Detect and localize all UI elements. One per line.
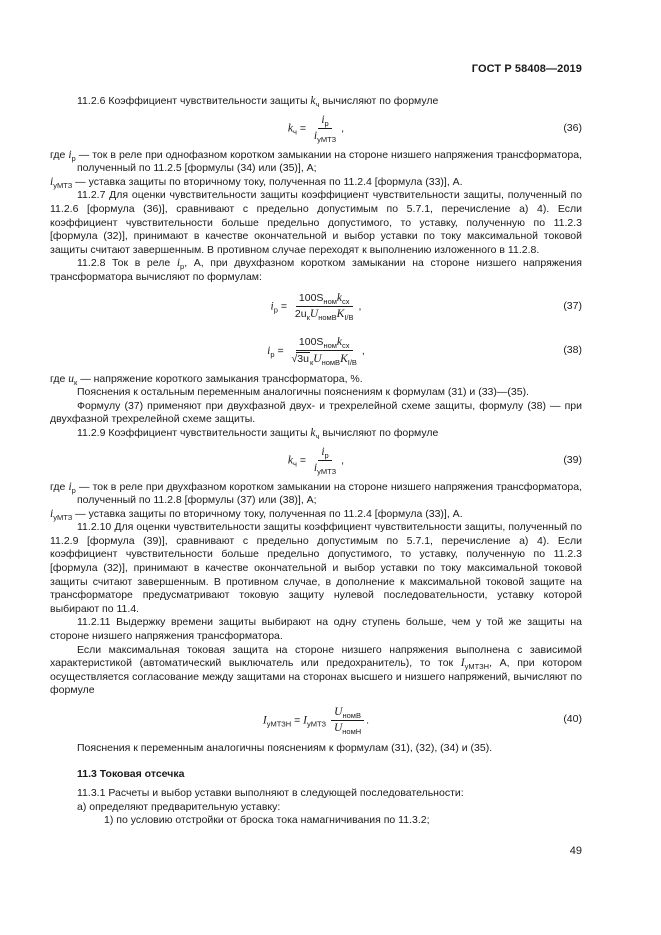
formula-usage: Формулу (37) применяют при двухфазной двух- и трехрелейной схеме защиты, формулу (38) — при двухфазной трехрелейной схеме защиты. [50, 399, 582, 426]
formula-36: $k_ч$ = $\frac{i_р}{i_{уМТЗ}}$ , (36) [287, 114, 582, 145]
document-header: ГОСТ Р 58408—2019 [471, 63, 582, 75]
paragraph-11-2-9: 11.2.9 Коэффициент чувствительности защиты $k_ч$ вычисляют по формуле [77, 426, 439, 441]
paragraph-11-2-11b: Если максимальная токовая защита на стороне низшего напряжения выполнена с зависимой характеристикой (автоматический выключатель или предохранитель), то ток $I_{уМТЗН}$, А, при котором осуществляется согласование между защитами на сторонах высшего и низшего напряжений, вычисляют по формуле [50, 643, 582, 697]
paragraph-11-2-11: 11.2.11 Выдержку времени защиты выбирают на одну ступень больше, чем у той же защиты на стороне низшего напряжения трансформатора. [50, 616, 582, 643]
paragraph-11-2-10: 11.2.10 Для оценки чувствительности защиты коэффициент чувствительности защиты, полученный по 11.2.9 [формула (39)], сравнивают с предельно допустимым по 5.7.1, перечисление а) 4). Если коэффициент чувствительности больше предельно допустимого, то уставку, полученную по 11.2.3 [формула (32)], принимают в качестве окончательной и выбор уставки по току максимальной токовой защиты считают завершенным. В противном случае, в дополнение к максимальной токовой защите на трансформаторе предусматривают токовую защиту нулевой последовательности, уставку которой выбирают по 11.4. [50, 521, 582, 615]
paragraph-11-2-8: 11.2.8 Ток в реле $i_р$, А, при двухфазном коротком замыкании на стороне низшего напряжения трансформатора вычисляют по формулам: [50, 257, 582, 283]
fraction: $\frac{U_{номВ}}{U_{номН}}$ [331, 706, 364, 735]
section-heading-11-3: 11.3 Токовая отсечка [77, 767, 185, 780]
fraction: $\frac{100S_{ном}k_{сх}}{2u_кU_{номВ}K_{I/В}}$ [294, 292, 354, 323]
explanation-iumtz-2: $i_{уМТЗ}$ — уставка защиты по вторичному току, полученная по 11.2.4 [формула (33)], А. [50, 507, 463, 522]
paragraph-11-2-7: 11.2.7 Для оценки чувствительности защиты коэффициент чувствительности защиты, полученный по 11.2.6 [формула (36)], сравнивают с предельно допустимым по 5.7.1, перечисление а) 4). Если коэффициент чувствительности больше предельно допустимого, то уставку, полученную по 11.2.3 [формула (32)], принимают в качестве окончательной и выбор уставки по току максимальной токовой защиты считают завершенным. В противном случае переходят к выполнению изложенного в 11.2.8. [50, 189, 582, 256]
formula-37: $i_р$ = $\frac{100S_{ном}k_{сх}}{2u_кU_{номВ}K_{I/В}}$ , (37) [270, 292, 582, 323]
formula-number: (38) [563, 343, 582, 356]
list-item-1: 1) по условию отстройки от броска тока намагничивания по 11.3.2; [104, 814, 430, 827]
sqrt-symbol: √ [291, 352, 298, 365]
paragraph-11-2-6: 11.2.6 Коэффициент чувствительности защиты $k_ч$ вычисляют по формуле [77, 95, 439, 109]
formula-number: (39) [563, 453, 582, 466]
list-item-a: а) определяют предварительную уставку: [77, 800, 281, 813]
fraction: $\frac{i_р}{i_{уМТЗ}}$ [313, 446, 337, 476]
formula-39: $k_ч$ = $\frac{i_р}{i_{уМТЗ}}$ , (39) [287, 446, 582, 476]
fraction: $\frac{100S_{ном}k_{сх}}{√3u_кU_{номВ}K_{I/В}}$ [291, 335, 357, 367]
formula-number: (40) [563, 713, 582, 726]
paragraph-11-3-1: 11.3.1 Расчеты и выбор уставки выполняют в следующей последовательности: [77, 787, 464, 800]
explanation-ip-2: где $i_р$ — ток в реле при двухфазном коротком замыкании на стороне низшего напряжения трансформатора, полученный по 11.2.8 [формулы (37) или (38)], А; [50, 480, 582, 507]
explanation-iumtz: $i_{уМТЗ}$ — уставка защиты по вторичному току, полученная по 11.2.4 [формула (33)], А. [50, 175, 463, 190]
fraction: $\frac{i_р}{i_{уМТЗ}}$ [313, 114, 337, 145]
explanation-uk: где $u_к$ — напряжение короткого замыкания трансформатора, %. [50, 372, 363, 387]
explanation-40: Пояснения к переменным аналогичны пояснениям к формулам (31), (32), (34) и (35). [77, 742, 493, 754]
explanation-ip: где $i_р$ — ток в реле при однофазном коротком замыкании на стороне низшего напряжения трансформатора, полученный по 11.2.5 [формулы (34) или (35)], А; [50, 148, 582, 175]
formula-number: (36) [563, 121, 582, 134]
document-body [50, 95, 582, 828]
formula-number: (37) [563, 299, 582, 312]
formula-38: $i_р$ = $\frac{100S_{ном}k_{сх}}{√3u_кU_{номВ}K_{I/В}}$ , (38) [267, 335, 582, 367]
explanation-other: Пояснения к остальным переменным аналогичны пояснениям к формулам (31) и (33)—(35). [77, 386, 529, 399]
formula-40: $I_{уМТЗН} = I_{уМТЗ}$ $\frac{U_{номВ}}{U_{номН}}$ . (40) [262, 705, 582, 736]
page-number: 49 [569, 845, 582, 857]
